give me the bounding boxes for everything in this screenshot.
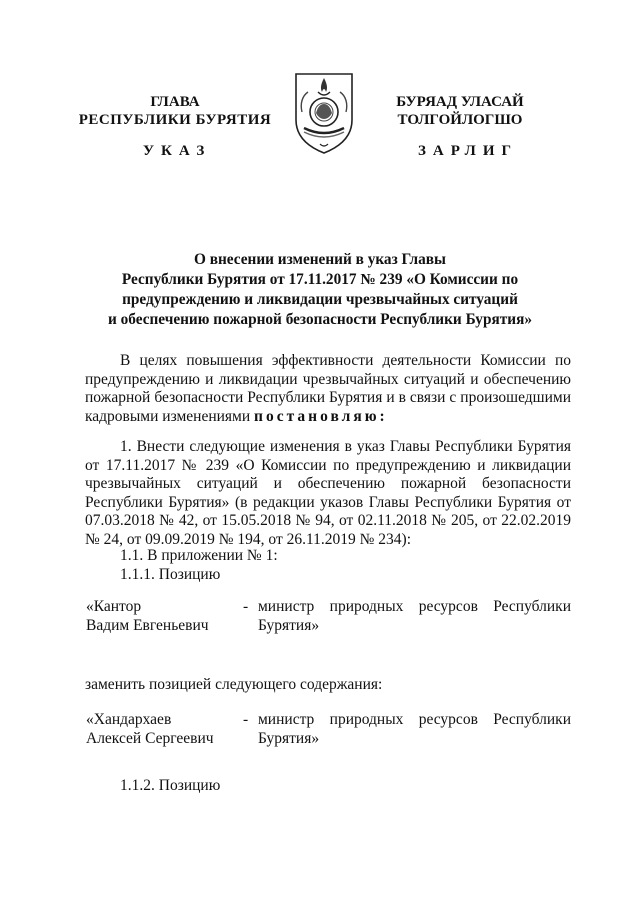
position-old-name — [86, 597, 236, 635]
decree-word-buryat: ЗАРЛИГ — [418, 143, 519, 159]
title-line-4: и обеспечению пожарной безопасности Республики Бурятия» — [107, 311, 532, 328]
position-old-given-names: Вадим Евгеньевич — [86, 617, 209, 634]
decree-word-russian: УКАЗ — [143, 143, 212, 159]
decree-title — [90, 250, 550, 330]
item-1-1: 1.1. В приложении № 1: — [120, 547, 278, 564]
header-right-line2: ТОЛГОЙЛОГШО — [397, 112, 523, 128]
position-old-surname: «Кантор — [86, 598, 142, 615]
position-new-given-names: Алексей Сергеевич — [86, 730, 214, 747]
position-new-surname: «Хандархаев — [86, 711, 172, 728]
resolution-word: постановляю: — [254, 407, 388, 425]
position-new-name — [86, 710, 236, 748]
title-line-2: Республики Бурятия от 17.11.2017 № 239 «О Комиссии по — [121, 271, 519, 288]
header-right-line1: БУРЯАД УЛАСАЙ — [396, 94, 524, 110]
title-line-3: предупреждению и ликвидации чрезвычайных ситуаций — [122, 291, 518, 308]
position-new — [86, 710, 571, 750]
buryatia-coat-of-arms-icon — [290, 68, 358, 156]
preamble-text: В целях повышения эффективности деятельности Комиссии по предупреждению и ликвидации чрезвычайных ситуаций и обеспечению пожарной безопасности Республики Бурятия и в связи с произошедшими кадровыми изменениями — [85, 352, 571, 425]
position-new-dash: - — [243, 711, 249, 728]
title-line-1: О внесении изменений в указ Главы — [193, 251, 446, 268]
item-1-1-1: 1.1.1. Позицию — [120, 566, 221, 583]
position-old-dash: - — [243, 598, 249, 615]
item-1-paragraph: 1. Внести следующие изменения в указ Главы Республики Бурятия от 17.11.2017 № 239 «О Комиссии по предупреждению и ликвидации чрезвычайных ситуаций и обеспечению пожарной безопасности Республики Бурятия» (в редакции указов Главы Республики Бурятия от 07.03.2018 № 42, от 15.05.2018 № 94, от 02.11.2018 № 205, от 22.02.2019 № 24, от 09.09.2019 № 194, от 26.11.2019 № 234): — [85, 438, 571, 548]
header-left-line1: ГЛАВА — [150, 94, 200, 110]
position-old — [86, 597, 571, 637]
position-new-role: министр природных ресурсов Республики Бурятия» — [258, 711, 571, 747]
header-right-buryat — [382, 93, 538, 129]
replace-text: заменить позицией следующего содержания: — [85, 676, 383, 693]
header-left-russian — [70, 93, 280, 129]
header-left-line2: РЕСПУБЛИКИ БУРЯТИЯ — [78, 112, 272, 128]
item-1-1-2: 1.1.2. Позицию — [120, 777, 221, 794]
preamble-paragraph — [85, 352, 571, 426]
position-old-role: министр природных ресурсов Республики Бурятия» — [258, 598, 571, 634]
